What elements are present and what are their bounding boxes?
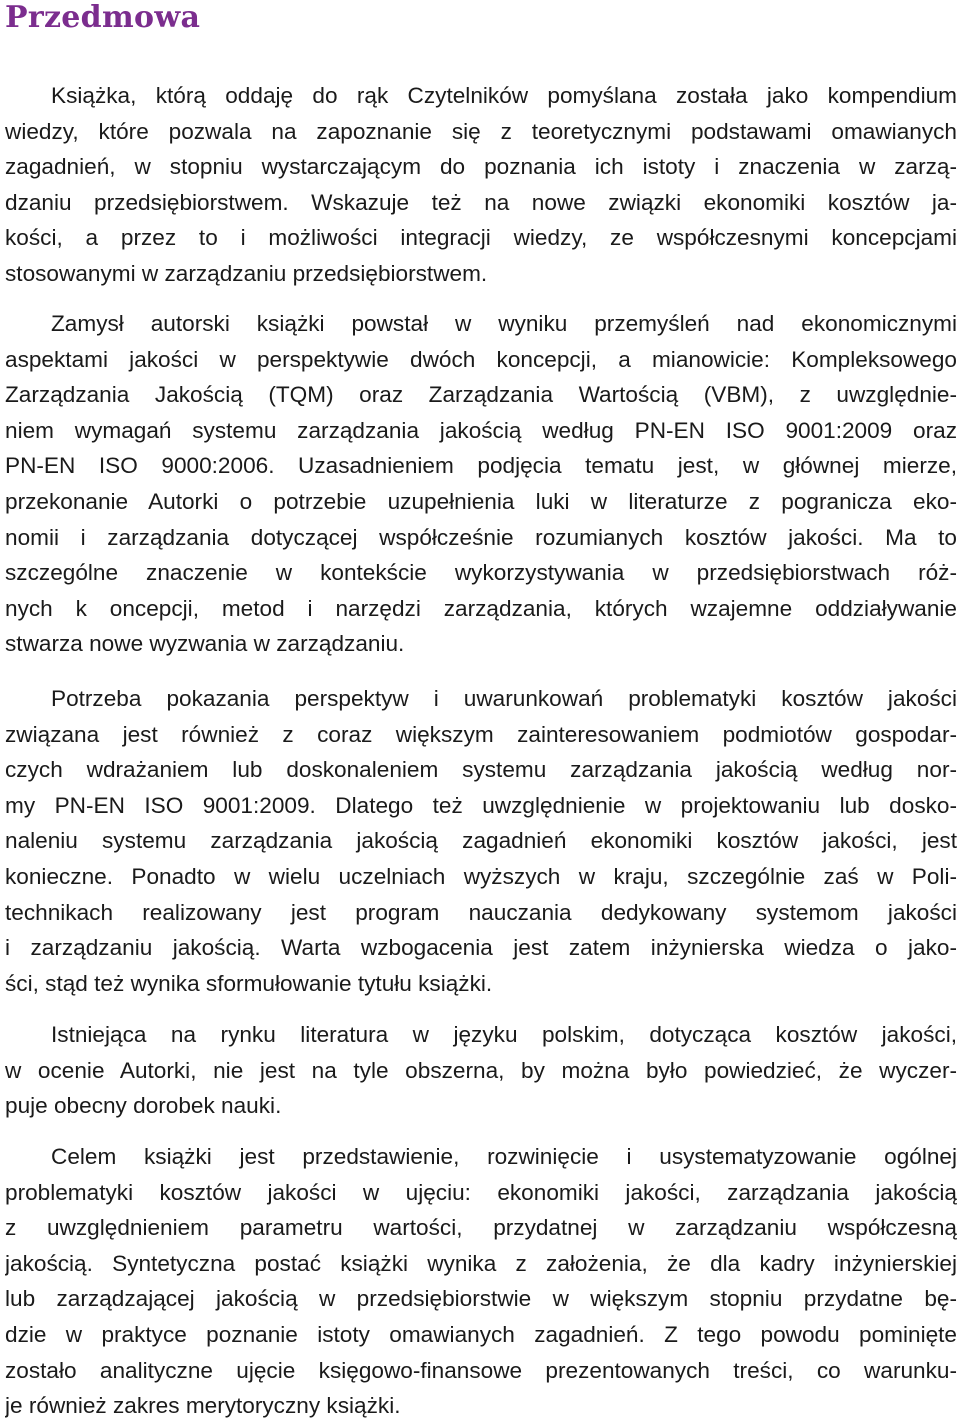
paragraph-2-line: Zamysł autorski książki powstał w wyniku przemyśleń nad ekonomicznymi <box>51 311 957 336</box>
paragraph-3-line: i zarządzaniu jakością. Warta wzbogacenia jest zatem inżynierska wiedza o jako- <box>5 935 957 961</box>
paragraph-3-line: technikach realizowany jest program nauczania dedykowany systemom jakości <box>5 899 957 925</box>
paragraph-5-line: lub zarządzającej jakością w przedsiębiorstwie w większym stopniu przydatne bę- <box>5 1286 957 1312</box>
paragraph-2-line: niem wymagań systemu zarządzania jakością według PN-EN ISO 9001:2009 oraz <box>5 417 957 443</box>
paragraph-3-line: naleniu systemu zarządzania jakością zagadnień ekonomiki kosztów jakości, jest <box>5 828 957 854</box>
paragraph-3-line: my PN-EN ISO 9001:2009. Dlatego też uwzględnienie w projektowaniu lub dosko- <box>5 792 957 818</box>
paragraph-2-line: szczególne znaczenie w kontekście wykorzystywania w przedsiębiorstwach róż- <box>5 560 957 586</box>
paragraph-2-line: Zarządzania Jakością (TQM) oraz Zarządzania Wartością (VBM), z uwzględnie- <box>5 382 957 408</box>
paragraph-5-line: problematyki kosztów jakości w ujęciu: ekonomiki jakości, zarządzania jakością <box>5 1179 957 1205</box>
document-page <box>5 0 957 1422</box>
paragraph-3-line: konieczne. Ponadto w wielu uczelniach wyższych w kraju, szczególnie zaś w Poli- <box>5 864 957 889</box>
paragraph-1-line: kości, a przez to i możliwości integracji wiedzy, ze współczesnymi koncepcjami <box>5 225 957 251</box>
paragraph-3-line: związana jest również z coraz większym zainteresowaniem podmiotów gospodar- <box>5 721 957 747</box>
paragraph-5-line: z uwzględnieniem parametru wartości, przydatnej w zarządzaniu współczesną <box>5 1215 957 1241</box>
paragraph-5-line: dzie w praktyce poznanie istoty omawianych zagadnień. Z tego powodu pominięte <box>5 1322 957 1347</box>
paragraph-2-line: stwarza nowe wyzwania w zarządzaniu. <box>5 631 405 657</box>
paragraph-4-line: w ocenie Autorki, nie jest na tyle obszerna, by można było powiedzieć, że wyczer- <box>5 1057 957 1083</box>
paragraph-5-line: Celem książki jest przedstawienie, rozwinięcie i usystematyzowanie ogólnej <box>51 1144 957 1169</box>
paragraph-3-line: czych wdrażaniem lub doskonaleniem systemu zarządzania jakością według nor- <box>5 757 957 783</box>
paragraph-4-line: puje obecny dorobek nauki. <box>5 1093 282 1119</box>
paragraph-3-line: ści, stąd też wynika sformułowanie tytułu książki. <box>5 970 493 996</box>
paragraph-2-line: nych k oncepcji, metod i narzędzi zarządzania, których wzajemne oddziaływanie <box>5 595 957 621</box>
paragraph-5-line: je również zakres merytoryczny książki. <box>5 1393 401 1419</box>
paragraph-1-line: stosowanymi w zarządzaniu przedsiębiorstwem. <box>5 261 488 286</box>
paragraph-1-line: wiedzy, które pozwala na zapoznanie się z teoretycznymi podstawami omawianych <box>5 118 957 144</box>
paragraph-2-line: PN-EN ISO 9000:2006. Uzasadnieniem podjęcia tematu jest, w głównej mierze, <box>5 453 957 479</box>
paragraph-1-line: dzaniu przedsiębiorstwem. Wskazuje też na nowe związki ekonomiki kosztów ja- <box>5 189 957 215</box>
paragraph-1-line: zagadnień, w stopniu wystarczającym do poznania ich istoty i znaczenia w zarzą- <box>5 154 957 180</box>
paragraph-2-line: przekonanie Autorki o potrzebie uzupełnienia luki w literaturze z pogranicza eko- <box>5 489 957 514</box>
paragraph-2-line: aspektami jakości w perspektywie dwóch koncepcji, a mianowicie: Kompleksowego <box>5 346 957 372</box>
paragraph-2-line: nomii i zarządzania dotyczącej współcześnie rozumianych kosztów jakości. Ma to <box>5 524 957 550</box>
paragraph-3-line: Potrzeba pokazania perspektyw i uwarunkowań problematyki kosztów jakości <box>51 686 957 711</box>
page-title: Przedmowa <box>5 0 201 35</box>
paragraph-5-line: zostało analityczne ujęcie księgowo-finansowe prezentowanych treści, co warunku- <box>5 1357 957 1383</box>
paragraph-1-line: Książka, którą oddaję do rąk Czytelników pomyślana została jako kompendium <box>51 83 957 108</box>
paragraph-5-line: jakością. Syntetyczna postać książki wynika z założenia, że dla kadry inżynierskiej <box>5 1250 957 1276</box>
paragraph-4-line: Istniejąca na rynku literatura w języku polskim, dotycząca kosztów jakości, <box>51 1022 957 1047</box>
